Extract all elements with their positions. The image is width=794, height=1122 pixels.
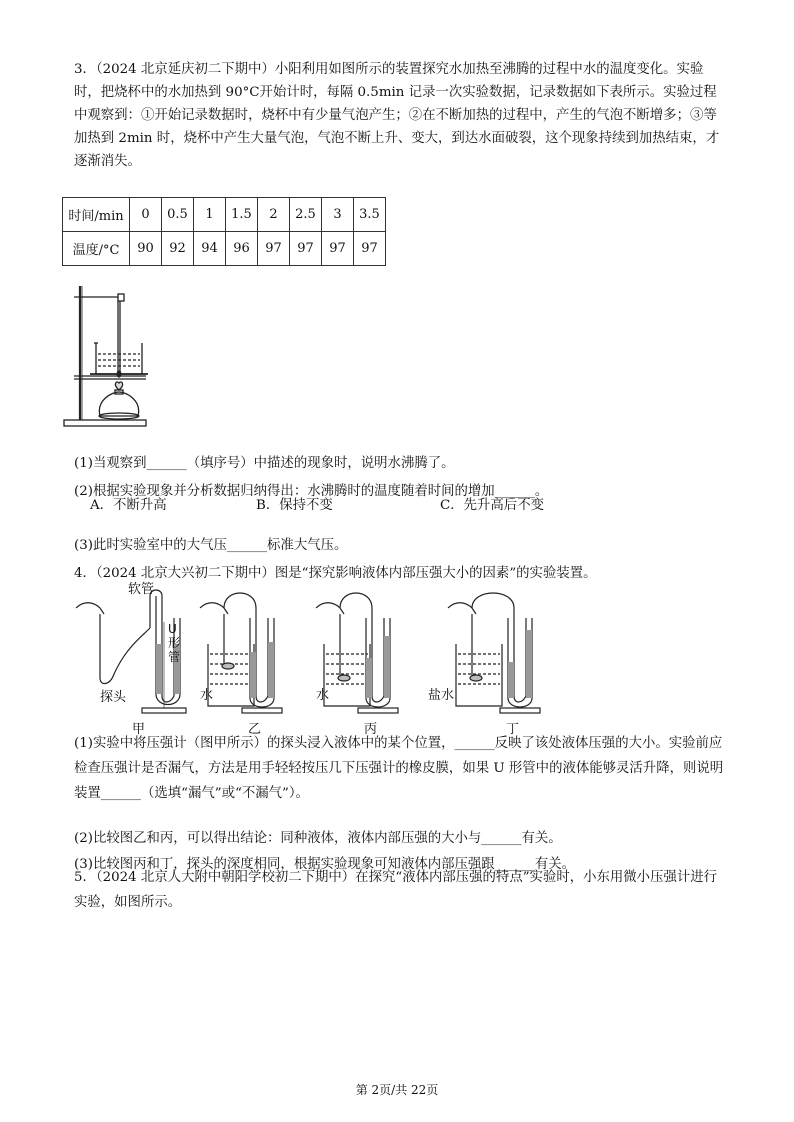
table-cell: 97 (258, 232, 290, 266)
q4-sub1: (1)实验中将压强计（图甲所示）的探头浸入液体中的某个位置，______反映了该处液体压强的大小。实验前应检查压强计是否漏气，方法是用手轻轻按压几下压强计的橡皮膜，如果 U 形管中的液体能够灵活升降，则说明装置______（选填“漏气”或“不漏气”）。 (74, 736, 724, 801)
caption-bing: 丙 (364, 722, 378, 737)
table-cell: 0 (130, 198, 162, 232)
table-cell: 97 (354, 232, 386, 266)
caption-jia: 甲 (132, 722, 146, 737)
table-cell: 2 (258, 198, 290, 232)
option-c: C．先升高后不变 (440, 498, 544, 513)
q5-intro: 5．（2024 北京人大附中朝阳学校初二下期中）在探究“液体内部压强的特点”实验时，小东用微小压强计进行实验，如图所示。 (74, 870, 718, 910)
pressure-gauge-drawings (70, 578, 590, 718)
label-water-yi: 水 (200, 688, 214, 703)
boiling-apparatus-figure (62, 280, 152, 430)
label-hose: 软管 (128, 582, 155, 597)
page-footer: 第 2页/共 22页 (355, 1083, 439, 1097)
option-b: B．保持不变 (256, 498, 333, 513)
option-a: A．不断升高 (90, 498, 167, 513)
q3-intro: 3．（2024 北京延庆初二下期中）小阳利用如图所示的装置探究水加热至沸腾的过程中水的温度变化。实验时，把烧杯中的水加热到 90°C开始计时，每隔 0.5min 记录一次实验数据，记录数据如下表所示。实验过程中观察到：①开始记录数据时，烧杯中有少量气泡产生；②在不断加热的过程中，产生的气泡不断增多；③等加热到 2min 时，烧杯中产生大量气泡，气泡不断上升、变大，到达水面破裂，这个现象持续到加热结束，才逐渐消失。 (74, 62, 720, 169)
q4-intro: 4．（2024 北京大兴初二下期中）图是“探究影响液体内部压强大小的因素”的实验装置。 (74, 566, 597, 582)
table-cell: 97 (322, 232, 354, 266)
table-cell: 0.5 (162, 198, 194, 232)
pressure-gauge-figures (70, 578, 590, 718)
caption-ding: 丁 (506, 722, 520, 737)
table-row-time (63, 198, 386, 232)
table-cell: 97 (290, 232, 322, 266)
label-u-tube: U 形 管 (168, 622, 181, 664)
label-probe: 探头 (100, 690, 127, 705)
caption-yi: 乙 (248, 722, 262, 737)
label-water-bing: 水 (316, 688, 330, 703)
panel-ding (448, 593, 540, 713)
table-cell: 3 (322, 198, 354, 232)
table-cell: 1 (194, 198, 226, 232)
table-cell: 3.5 (354, 198, 386, 232)
temp-header: 温度/°C (63, 232, 130, 266)
table-row-temp (63, 232, 386, 266)
q3-sub1: (1)当观察到______（填序号）中描述的现象时，说明水沸腾了。 (74, 456, 455, 472)
q4-sub2: (2)比较图乙和丙，可以得出结论：同种液体，液体内部压强的大小与______有关。 (74, 831, 562, 847)
table-cell: 1.5 (226, 198, 258, 232)
table-cell: 92 (162, 232, 194, 266)
table-cell: 90 (130, 232, 162, 266)
table-cell: 2.5 (290, 198, 322, 232)
q4-sub3: (3)比较图丙和丁，探头的深度相同，根据实验现象可知液体内部压强跟______有关。 (74, 857, 576, 873)
data-table (62, 197, 386, 266)
label-brine-ding: 盐水 (428, 688, 455, 703)
q3-sub3: (3)此时实验室中的大气压______标准大气压。 (74, 538, 348, 554)
table-cell: 94 (194, 232, 226, 266)
table-cell: 96 (226, 232, 258, 266)
time-header: 时间/min (63, 198, 130, 232)
q3-sub2: (2)根据实验现象并分析数据归纳得出：水沸腾时的温度随着时间的增加______。 (74, 484, 549, 500)
